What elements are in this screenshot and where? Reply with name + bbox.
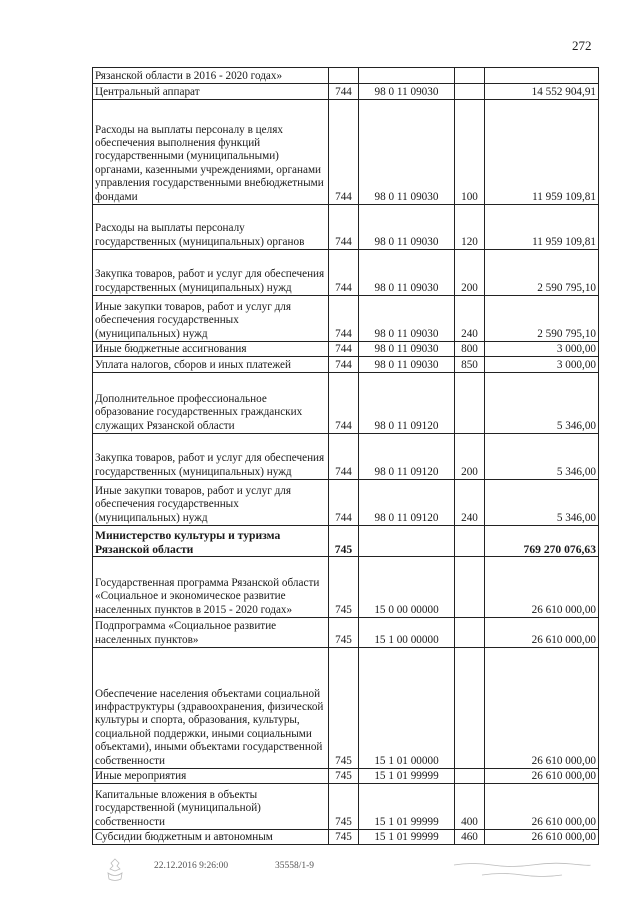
page-number: 272 (572, 38, 592, 53)
footer-document-number: 35558/1-9 (275, 861, 315, 871)
table-row (93, 648, 599, 769)
row-name: Закупка товаров, работ и услуг для обеспечения государственных (муниципальных) нужд (93, 434, 329, 480)
row-target-article: 98 0 11 09030 (359, 84, 455, 100)
row-expense-type (455, 373, 485, 434)
row-name: Дополнительное профессиональное образование государственных гражданских служащих Рязанской области (93, 373, 329, 434)
row-department-code: 744 (329, 342, 359, 357)
row-target-article: 15 1 01 00000 (359, 648, 455, 769)
table-row (93, 68, 599, 84)
row-target-article: 15 1 01 99999 (359, 769, 455, 784)
row-target-article (359, 68, 455, 84)
row-department-code: 744 (329, 250, 359, 296)
footer-date: 22.12.2016 9:26:00 (154, 861, 229, 871)
row-amount: 26 610 000,00 (485, 830, 599, 845)
row-amount: 5 346,00 (485, 373, 599, 434)
row-name: Расходы на выплаты персоналу государственных (муниципальных) органов (93, 205, 329, 250)
row-amount: 26 610 000,00 (485, 557, 599, 618)
row-name: Иные закупки товаров, работ и услуг для обеспечения государственных (муниципальных) нужд (93, 296, 329, 342)
row-department-code: 745 (329, 769, 359, 784)
row-target-article (359, 526, 455, 557)
row-name: Центральный аппарат (93, 84, 329, 100)
budget-table-body (93, 68, 599, 845)
table-row (93, 480, 599, 526)
row-expense-type: 200 (455, 250, 485, 296)
row-amount: 26 610 000,00 (485, 784, 599, 830)
table-row (93, 100, 599, 205)
row-name: Субсидии бюджетным и автономным (93, 830, 329, 845)
row-amount: 26 610 000,00 (485, 769, 599, 784)
row-name: Обеспечение населения объектами социальной инфраструктуры (здравоохранения, физической культуры и спорта, образования, культуры, социальной поддержки, иными социальными объектами), иными объектами государственной собственности (93, 648, 329, 769)
table-row (93, 434, 599, 480)
row-expense-type: 240 (455, 296, 485, 342)
row-name: Государственная программа Рязанской области «Социальное и экономическое развитие населенных пунктов в 2015 - 2020 годах» (93, 557, 329, 618)
row-amount: 3 000,00 (485, 357, 599, 373)
page-footer (0, 859, 640, 889)
row-department-code: 745 (329, 526, 359, 557)
table-row (93, 250, 599, 296)
row-target-article: 98 0 11 09120 (359, 434, 455, 480)
row-expense-type: 800 (455, 342, 485, 357)
row-department-code: 744 (329, 205, 359, 250)
row-target-article: 15 1 01 99999 (359, 784, 455, 830)
row-name: Иные мероприятия (93, 769, 329, 784)
row-amount: 769 270 076,63 (485, 526, 599, 557)
row-expense-type (455, 769, 485, 784)
row-department-code: 745 (329, 618, 359, 648)
row-expense-type (455, 557, 485, 618)
budget-table (92, 67, 599, 845)
row-amount: 2 590 795,10 (485, 250, 599, 296)
row-department-code: 744 (329, 357, 359, 373)
table-row (93, 357, 599, 373)
table-row (93, 373, 599, 434)
table-row (93, 557, 599, 618)
seal-icon (104, 857, 126, 883)
row-target-article: 15 0 00 00000 (359, 557, 455, 618)
row-name: Расходы на выплаты персоналу в целях обеспечения выполнения функций государственными (муниципальными) органами, казенными учреждениями, органами управления государственными внебюджетными фондами (93, 100, 329, 205)
row-amount: 5 346,00 (485, 434, 599, 480)
row-expense-type (455, 618, 485, 648)
row-target-article: 98 0 11 09030 (359, 205, 455, 250)
row-department-code: 744 (329, 434, 359, 480)
row-department-code: 745 (329, 557, 359, 618)
row-expense-type: 400 (455, 784, 485, 830)
row-expense-type: 850 (455, 357, 485, 373)
row-department-code: 745 (329, 648, 359, 769)
row-expense-type: 200 (455, 434, 485, 480)
row-target-article: 98 0 11 09120 (359, 480, 455, 526)
table-row (93, 342, 599, 357)
row-expense-type: 460 (455, 830, 485, 845)
signature-stamp-icon (452, 859, 592, 883)
row-department-code: 744 (329, 373, 359, 434)
row-amount: 5 346,00 (485, 480, 599, 526)
row-amount: 11 959 109,81 (485, 205, 599, 250)
table-row (93, 84, 599, 100)
row-name: Иные закупки товаров, работ и услуг для обеспечения государственных (муниципальных) нужд (93, 480, 329, 526)
row-expense-type (455, 68, 485, 84)
row-target-article: 15 1 00 00000 (359, 618, 455, 648)
row-target-article: 15 1 01 99999 (359, 830, 455, 845)
row-expense-type (455, 648, 485, 769)
row-amount: 11 959 109,81 (485, 100, 599, 205)
row-amount: 3 000,00 (485, 342, 599, 357)
row-expense-type: 120 (455, 205, 485, 250)
row-name: Подпрограмма «Социальное развитие населенных пунктов» (93, 618, 329, 648)
row-amount: 14 552 904,91 (485, 84, 599, 100)
row-department-code: 744 (329, 100, 359, 205)
row-department-code: 744 (329, 84, 359, 100)
table-row (93, 526, 599, 557)
row-amount: 2 590 795,10 (485, 296, 599, 342)
row-name: Закупка товаров, работ и услуг для обеспечения государственных (муниципальных) нужд (93, 250, 329, 296)
row-target-article: 98 0 11 09030 (359, 342, 455, 357)
row-name: Иные бюджетные ассигнования (93, 342, 329, 357)
table-row (93, 205, 599, 250)
row-name: Капитальные вложения в объекты государственной (муниципальной) собственности (93, 784, 329, 830)
row-department-code: 745 (329, 830, 359, 845)
row-target-article: 98 0 11 09030 (359, 250, 455, 296)
row-name: Министерство культуры и туризма Рязанской области (93, 526, 329, 557)
row-amount (485, 68, 599, 84)
table-row (93, 296, 599, 342)
row-department-code: 745 (329, 784, 359, 830)
row-department-code (329, 68, 359, 84)
row-name: Уплата налогов, сборов и иных платежей (93, 357, 329, 373)
row-target-article: 98 0 11 09030 (359, 100, 455, 205)
row-target-article: 98 0 11 09030 (359, 357, 455, 373)
table-row (93, 618, 599, 648)
table-row (93, 769, 599, 784)
table-row (93, 784, 599, 830)
row-expense-type (455, 526, 485, 557)
table-row (93, 830, 599, 845)
row-target-article: 98 0 11 09030 (359, 296, 455, 342)
row-name: Рязанской области в 2016 - 2020 годах» (93, 68, 329, 84)
row-department-code: 744 (329, 296, 359, 342)
row-department-code: 744 (329, 480, 359, 526)
row-expense-type: 100 (455, 100, 485, 205)
row-target-article: 98 0 11 09120 (359, 373, 455, 434)
row-expense-type (455, 84, 485, 100)
row-amount: 26 610 000,00 (485, 618, 599, 648)
row-amount: 26 610 000,00 (485, 648, 599, 769)
row-expense-type: 240 (455, 480, 485, 526)
